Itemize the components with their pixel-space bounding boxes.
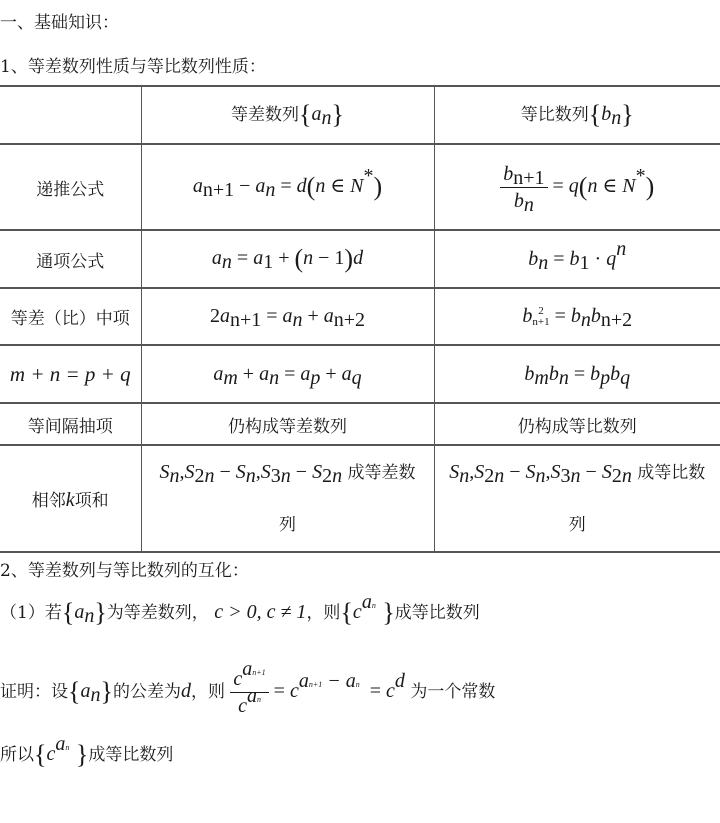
row-label: 等差（比）中项	[0, 288, 141, 345]
geom-interval-terms: 仍构成等比数列	[434, 403, 720, 445]
table-row	[0, 345, 720, 403]
conclusion-line: 所以{$c^{an}$ }成等比数列	[0, 733, 174, 769]
item1-statement: （1）若$\{a_n\}$为等差数列， c > 0, c ≠ 1，则{$c^{an}$ }成等比数列	[0, 591, 480, 627]
row-label: 通项公式	[0, 230, 141, 288]
header-empty-cell	[0, 86, 141, 144]
proof-line: 证明：设$\{a_n\}$的公差为d，则 $\frac{c^{an+1}}{c^{an}}$ = $c^{an+1 - an} = c^d$ 为一个常数	[0, 658, 496, 717]
row-label-math: m + n = p + q	[0, 345, 141, 403]
section2-title: 2、等差数列与等比数列的互化：	[0, 561, 249, 581]
table-header-row	[0, 86, 720, 144]
table-row	[0, 144, 720, 230]
table-row	[0, 230, 720, 288]
geom-recurrence: $\frac{b_{n+1}}{b_n}$ = q(n ∈ N*)	[434, 144, 720, 230]
arith-segment-sums: $S_n,S_{2n} - S_n,S_{3n} - S_{2n}$ 成等差数 列	[141, 445, 434, 552]
geom-segment-sums: $S_n,S_{2n} - S_n,S_{3n} - S_{2n}$ 成等比数 列	[434, 445, 720, 552]
header-arithmetic: 等差数列$\{a_n\}$	[141, 86, 434, 144]
row-label: 递推公式	[0, 144, 141, 230]
arith-general-term: $a_n = a_1 + (n - 1)d$	[141, 230, 434, 288]
section1-title: 1、等差数列性质与等比数列性质：	[0, 57, 266, 77]
arith-interval-terms: 仍构成等差数列	[141, 403, 434, 445]
table-row	[0, 445, 720, 552]
heading: 一、基础知识：	[0, 13, 119, 33]
geom-general-term: $b_n = b_1 \cdot q^n$	[434, 230, 720, 288]
header-geometric: 等比数列$\{b_n\}$	[434, 86, 720, 144]
table-row	[0, 403, 720, 445]
geom-index-product: $b_mb_n = b_pb_q$	[434, 345, 720, 403]
arith-recurrence: $a_{n+1} - a_n = d(n$ ∈ N*)	[141, 144, 434, 230]
properties-table	[0, 85, 720, 553]
row-label: 等间隔抽项	[0, 403, 141, 445]
arith-middle-term: $2a_{n+1} = a_n + a_{n+2}$	[141, 288, 434, 345]
arith-index-sum: $a_m + a_n = a_p + a_q$	[141, 345, 434, 403]
geom-middle-term: b 2 n+1 = $b_nb_{n+2}$	[434, 288, 720, 345]
row-label: 相邻k项和	[0, 445, 141, 552]
table-row	[0, 288, 720, 345]
